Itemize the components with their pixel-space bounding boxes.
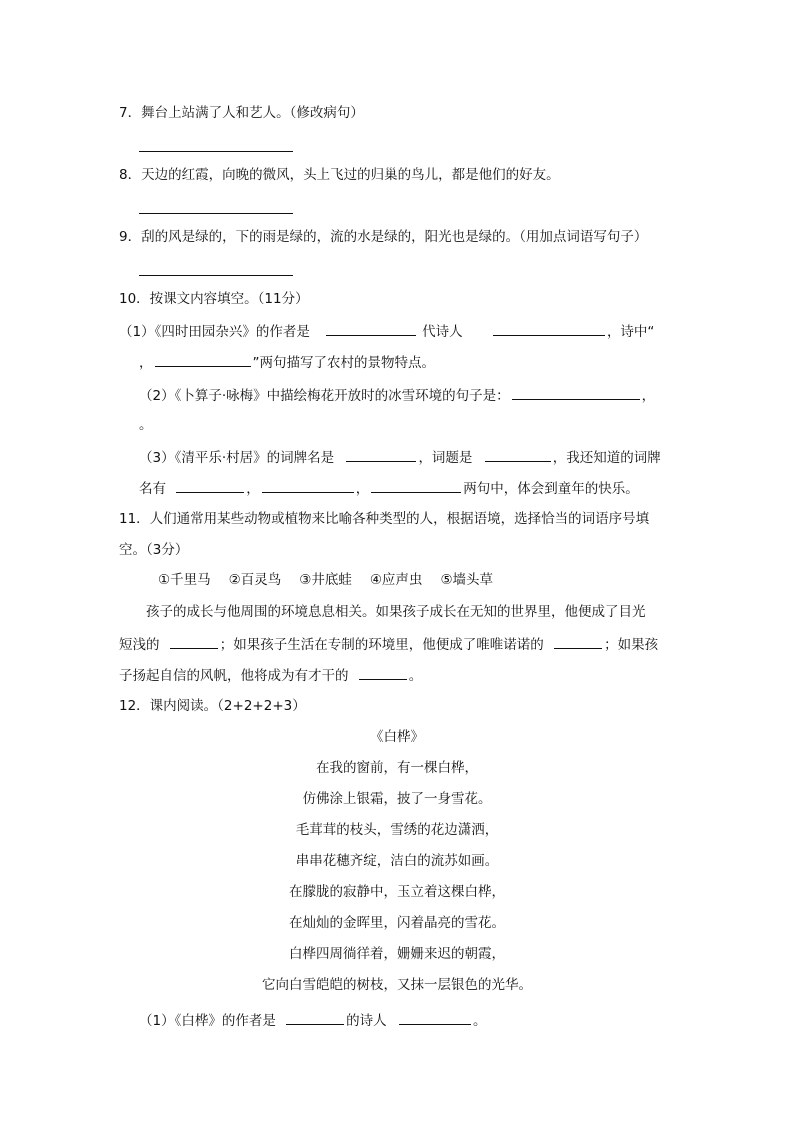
q7-answer-line[interactable]	[139, 151, 293, 152]
poem-title: 《白桦》	[370, 729, 424, 745]
q10-p1-dynasty-label: 代诗人	[422, 324, 463, 340]
q10-p2-prompt: （2）《卜算子·咏梅》中描绘梅花开放时的冰雪环境的句子是：	[139, 388, 510, 404]
poem-line-5: 在朦胧的寂静中，玉立着这棵白桦，	[289, 884, 505, 900]
q11-option-1: ①千里马	[158, 572, 211, 588]
q10-p1-line-blank[interactable]	[155, 352, 251, 367]
q10-p3-name-blank-3[interactable]	[371, 478, 461, 493]
q12-sub1-prompt: （1）《白桦》的作者是	[139, 1013, 276, 1029]
poem-line-8: 它向白雪皑皑的树枝，又抹一层银色的光华。	[262, 977, 532, 993]
q10-p3-name-blank-1[interactable]	[176, 478, 244, 493]
q12-sub1	[139, 1010, 486, 1030]
q10-p1-comma: ，	[139, 355, 153, 371]
q11-option-4: ④应声虫	[369, 572, 423, 588]
q12-sub1-nationality-blank[interactable]	[286, 1010, 344, 1025]
q9-answer-line[interactable]	[139, 275, 293, 276]
poem-line-3: 毛茸茸的枝头，雪绣的花边潇洒，	[295, 822, 499, 838]
q10-p1-poet-blank[interactable]	[493, 321, 605, 336]
q10-part1-line1	[119, 321, 654, 341]
q11-s3-suffix: 。	[408, 668, 423, 684]
q11-s2-prefix: 短浅的	[119, 637, 160, 653]
q10-part2-line2	[139, 416, 153, 434]
q10-p3-known-label: ，我还知道的词牌	[552, 450, 661, 466]
q11-option-3: ③井底蛙	[299, 572, 352, 588]
q10-p3-title-blank[interactable]	[485, 447, 551, 462]
q12-title: 12．课内阅读。（2+2+2+3）	[119, 698, 306, 714]
q11-s3-prefix: 子扬起自信的风帆，他将成为有才干的	[119, 668, 349, 684]
q10-p2-comma: ，	[641, 388, 656, 404]
q10-p3-sep-2: ，	[355, 481, 370, 497]
q11-passage-line2	[119, 634, 658, 654]
q10-p1-author-blank[interactable]	[326, 321, 416, 336]
q11-blank-3[interactable]	[359, 665, 407, 680]
q10-p2-period: 。	[139, 417, 153, 433]
q10-p1-ending: ”两句描写了农村的景物特点。	[252, 355, 435, 371]
q10-p1-quote-open: ，诗中“	[606, 324, 655, 340]
q10-p3-prompt: （3）《清平乐·村居》的词牌名是	[139, 450, 335, 466]
q10-p3-ending: 两句中，体会到童年的快乐。	[463, 481, 639, 497]
q12-sub1-period: 。	[472, 1013, 487, 1029]
q11-blank-1[interactable]	[170, 634, 218, 649]
q10-part2-line1	[139, 385, 655, 405]
poem-line-6: 在灿灿的金晖里，闪着晶亮的雪花。	[289, 915, 505, 931]
q11-passage-line3	[119, 665, 422, 685]
q12-sub1-poet-label: 的诗人	[346, 1013, 387, 1029]
q10-p3-name-blank-2[interactable]	[262, 478, 354, 493]
q10-p3-sep-1: ，	[246, 481, 260, 497]
q10-part3-line2	[139, 478, 639, 498]
q10-p1-prompt: （1）《四时田园杂兴》的作者是	[119, 324, 310, 340]
q10-p3-title-label: ，词题是	[418, 450, 473, 466]
q11-options	[158, 571, 511, 589]
q10-p3-names-label: 名有	[139, 481, 166, 497]
q11-option-5: ⑤墙头草	[440, 572, 494, 588]
q11-blank-2[interactable]	[554, 634, 602, 649]
poem-line-7: 白桦四周徜徉着，姗姗来迟的朝霞，	[289, 946, 505, 962]
q7-text: 7．舞台上站满了人和艺人。（修改病句）	[119, 105, 364, 121]
q10-p2-blank[interactable]	[512, 385, 640, 400]
q11-passage-line1: 孩子的成长与他周围的环境息息相关。如果孩子成长在无知的世界里，他便成了目光	[146, 604, 646, 620]
q11-title-line2: 空。（3分）	[119, 542, 189, 558]
q10-part1-line2	[139, 352, 435, 372]
q8-text: 8．天边的红霞，向晚的微风，头上飞过的归巢的鸟儿，都是他们的好友。	[119, 167, 560, 183]
q10-part3-line1	[139, 447, 661, 467]
q9-text: 9．刮的风是绿的，下的雨是绿的，流的水是绿的，阳光也是绿的。（用加点词语写句子）	[119, 229, 648, 245]
q10-title: 10．按课文内容填空。（11分）	[119, 291, 309, 307]
q12-sub1-poet-blank[interactable]	[399, 1010, 471, 1025]
q8-answer-line[interactable]	[139, 213, 293, 214]
q10-p3-cipai-blank[interactable]	[346, 447, 416, 462]
poem-line-4: 串串花穗齐绽，洁白的流苏如画。	[295, 853, 499, 869]
q11-title-line1: 11．人们通常用某些动物或植物来比喻各种类型的人，根据语境，选择恰当的词语序号填	[119, 511, 650, 527]
q11-option-2: ②百灵鸟	[228, 572, 282, 588]
q11-s2-middle: ；如果孩子生活在专制的环境里，他便成了唯唯诺诺的	[219, 637, 544, 653]
poem-line-2: 仿佛涂上银霜，披了一身雪花。	[302, 791, 492, 807]
poem-line-1: 在我的窗前，有一棵白桦，	[316, 760, 478, 776]
q11-s2-suffix: ；如果孩	[604, 637, 659, 653]
